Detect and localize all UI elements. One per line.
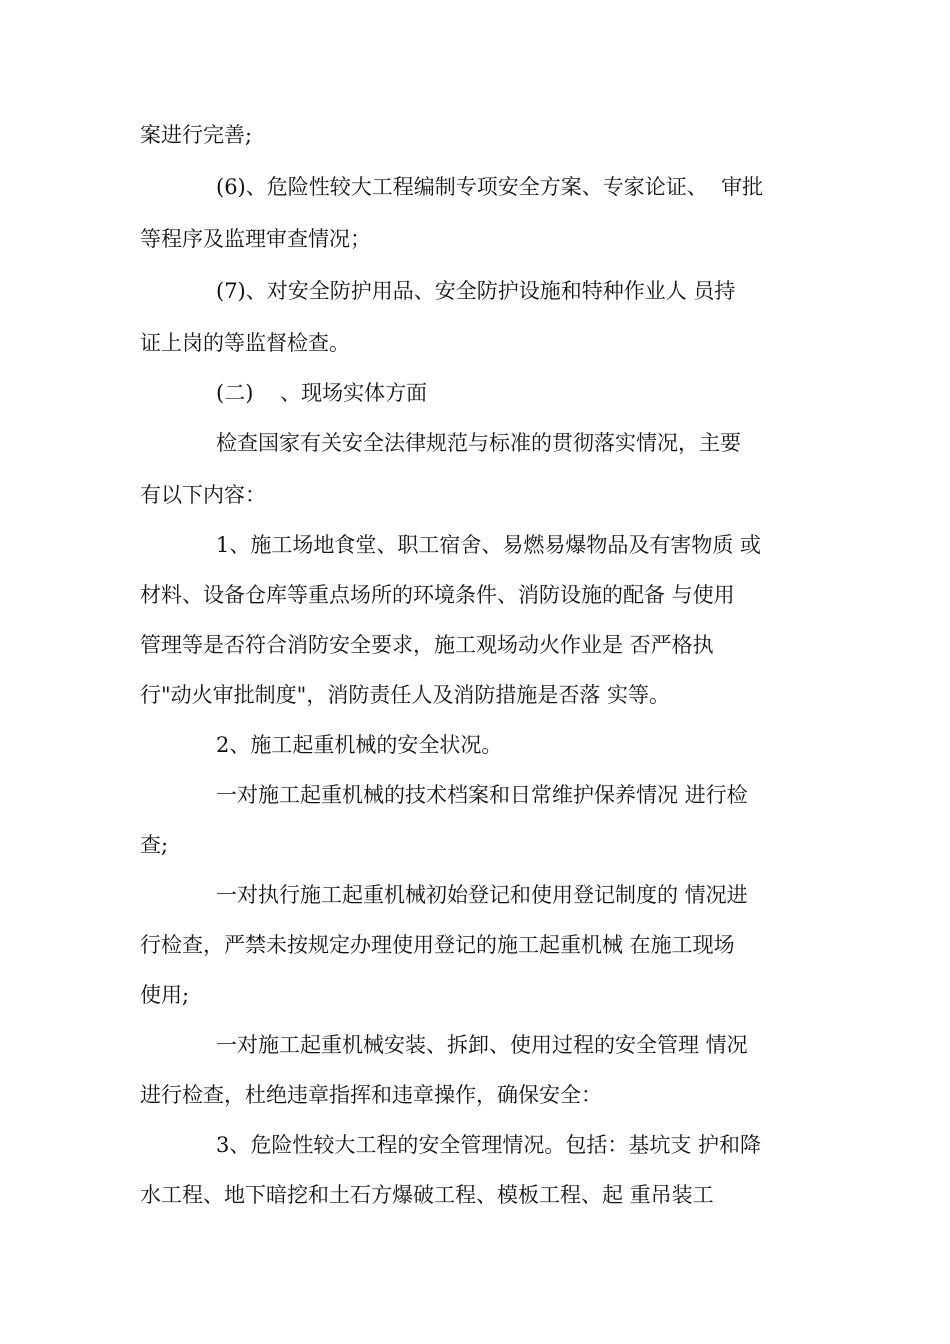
text-line: 查; — [140, 833, 169, 857]
section-heading: (二) 、现场实体方面 — [216, 381, 428, 405]
text-line: 材料、设备仓库等重点场所的环境条件、消防设施的配备 与使用 — [140, 583, 735, 607]
text-line: 使用; — [140, 983, 190, 1007]
text-line: 进行检查，杜绝违章指挥和违章操作，确保安全： — [140, 1083, 602, 1107]
text-line: 2、施工起重机械的安全状况。 — [216, 733, 503, 757]
text-line: 行检查，严禁未按规定办理使用登记的施工起重机械 在施工现场 — [140, 933, 735, 957]
text-line: 1、施工场地食堂、职工宿舍、易燃易爆物品及有害物质 或 — [216, 533, 762, 557]
text-line: 一对施工起重机械的技术档案和日常维护保养情况 进行检 — [216, 783, 748, 807]
text-line: 管理等是否符合消防安全要求，施工观场动火作业是 否严格执 — [140, 633, 714, 657]
text-line: 行"动火审批制度"，消防责任人及消防措施是否落 实等。 — [140, 683, 670, 707]
text-line: 3、危险性较大工程的安全管理情况。包括：基坑支 护和降 — [216, 1133, 762, 1157]
text-line: (7)、对安全防护用品、安全防护设施和特种作业人 员持 — [216, 279, 736, 303]
text-line: 一对执行施工起重机械初始登记和使用登记制度的 情况进 — [216, 883, 748, 907]
text-line: 检查国家有关安全法律规范与标准的贯彻落实情况，主要 — [216, 431, 741, 455]
text-line: 水工程、地下暗挖和土石方爆破工程、模板工程、起 重吊装工 — [140, 1183, 714, 1207]
text-line: 案进行完善; — [140, 123, 253, 147]
text-line: 有以下内容： — [140, 483, 266, 507]
text-line: 一对施工起重机械安装、拆卸、使用过程的安全管理 情况 — [216, 1033, 748, 1057]
text-line: 证上岗的等监督检查。 — [140, 331, 350, 355]
text-line: 等程序及监理审查情况； — [140, 227, 371, 251]
text-line: (6)、危险性较大工程编制专项安全方案、专家论证、 审批 — [216, 175, 764, 199]
